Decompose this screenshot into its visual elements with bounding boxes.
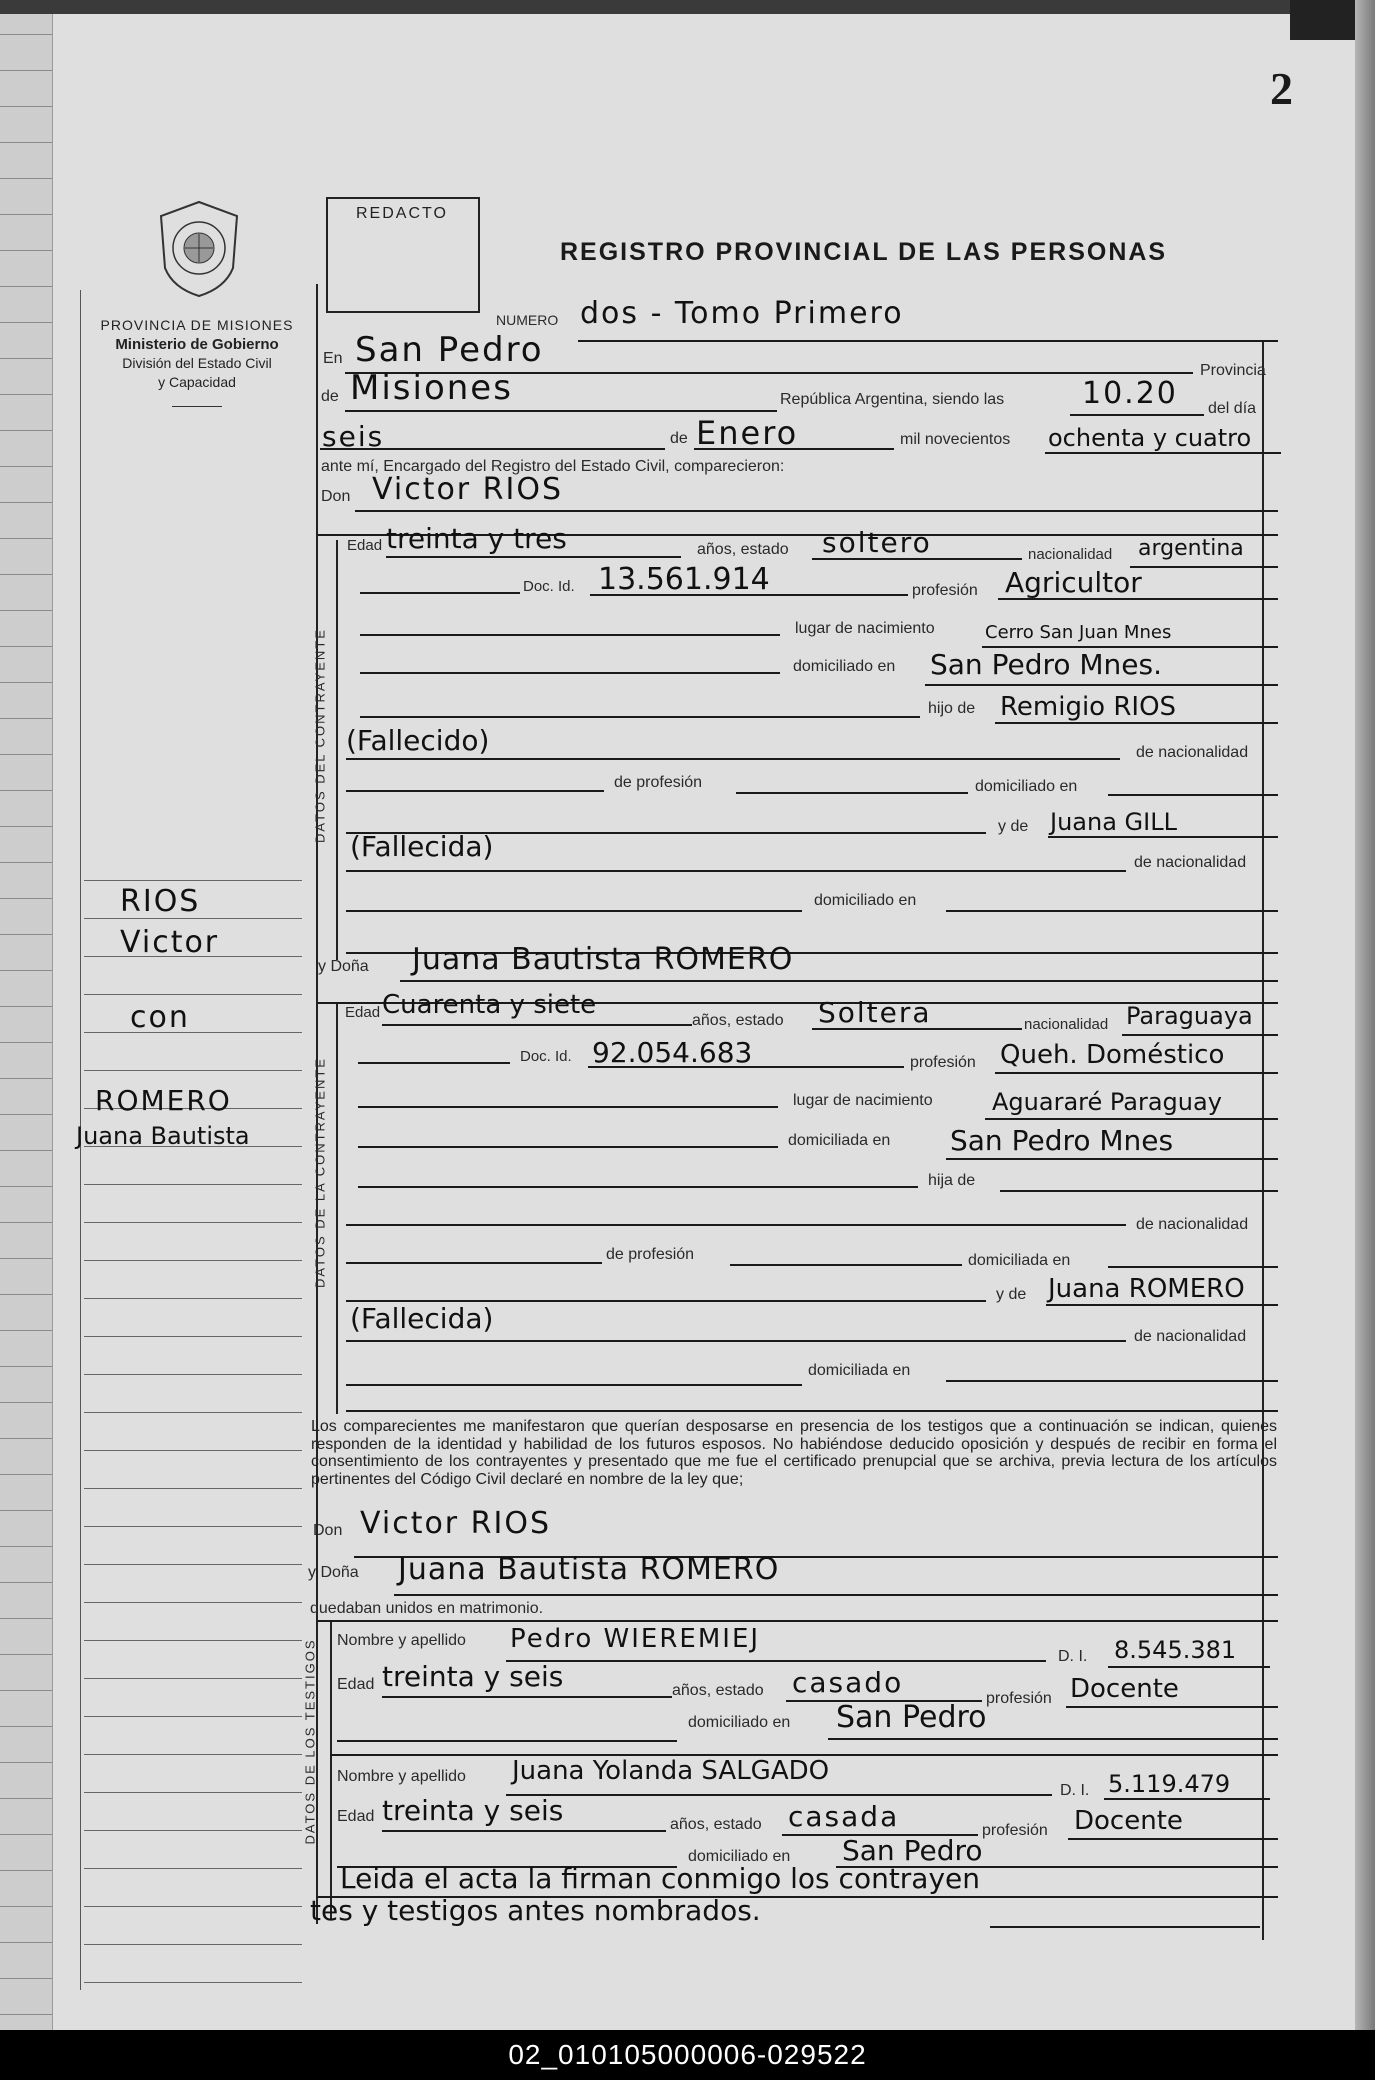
- binding-line: [0, 1330, 52, 1331]
- lugar2-line: [985, 1118, 1278, 1120]
- t2-edad-line: [382, 1830, 666, 1832]
- mes-value: Enero: [696, 414, 799, 452]
- binding-line: [0, 1546, 52, 1547]
- nacionalidad2-line: [1122, 1034, 1278, 1036]
- top-edge-shadow: [0, 0, 1375, 14]
- contrayente-side-label: DATOS DEL CONTRAYENTE: [312, 628, 328, 843]
- closing-line2-rule: [990, 1926, 1260, 1928]
- t1-edad-label: Edad: [337, 1676, 375, 1693]
- profesion2-label: profesión: [910, 1054, 976, 1071]
- t2-di: 5.119.479: [1108, 1770, 1231, 1798]
- edad-label: Edad: [347, 537, 383, 554]
- hija-label: hija de: [928, 1172, 976, 1189]
- domicilio-pre-line: [360, 672, 780, 674]
- contrayenta-side-label: DATOS DE LA CONTRAYENTE: [312, 1057, 328, 1288]
- t2-di-line: [1104, 1798, 1270, 1800]
- binding-line: [0, 1978, 52, 1979]
- binding-line: [0, 862, 52, 863]
- ministry-capacity: y Capacidad: [158, 374, 236, 390]
- contrayente-rule: [336, 540, 338, 960]
- domicilio2-label: domiciliada en: [788, 1132, 891, 1149]
- t1-di-label: D. I.: [1058, 1648, 1088, 1665]
- decl-dona-label: y Doña: [308, 1564, 359, 1581]
- binding-line: [0, 1870, 52, 1871]
- padre-nac-line: [346, 758, 1120, 760]
- binding-line: [0, 1834, 52, 1835]
- binding-line: [0, 394, 52, 395]
- binding-line: [0, 610, 52, 611]
- profesion2-line: [995, 1072, 1278, 1074]
- redacto-label: REDACTO: [356, 205, 448, 222]
- y-de2-label: y de: [996, 1286, 1027, 1303]
- dia-value: seis: [322, 420, 385, 453]
- t2-anos-estado-label: años, estado: [670, 1816, 762, 1833]
- t1-nombre-label: Nombre y apellido: [337, 1632, 466, 1649]
- doc-pre-line: [360, 592, 520, 594]
- t1-dom-pre-line: [337, 1740, 677, 1742]
- doc-line: [590, 594, 908, 596]
- de-line: [345, 410, 777, 412]
- padre-prof-pre-line: [346, 790, 604, 792]
- binding-line: [0, 1474, 52, 1475]
- binding-line: [0, 250, 52, 251]
- binding-line: [0, 1294, 52, 1295]
- padre-dom-line: [1108, 794, 1278, 796]
- estado2-line: [812, 1028, 1022, 1030]
- binding-line: [0, 538, 52, 539]
- contrayenta-domicilio: San Pedro Mnes: [950, 1124, 1174, 1157]
- dona-label: y Doña: [318, 958, 369, 975]
- margin-ruled-line: [84, 1070, 302, 1071]
- domicilio-label: domiciliado en: [793, 658, 896, 675]
- de-label: de: [321, 388, 339, 405]
- contrayenta-rule: [336, 1002, 338, 1414]
- margin-ruled-line: [84, 1982, 302, 1983]
- binding-line: [0, 1222, 52, 1223]
- edad2-line: [382, 1024, 692, 1026]
- registry-title: REGISTRO PROVINCIAL DE LAS PERSONAS: [560, 238, 1168, 266]
- t1-nombre-line: [506, 1660, 1046, 1662]
- binding-line: [0, 34, 52, 35]
- numero-label: NUMERO: [496, 312, 559, 328]
- testigos-top-line: [318, 1620, 1278, 1622]
- contrayente-nacionalidad: argentina: [1138, 536, 1244, 561]
- contrayente-name-line: [355, 510, 1278, 512]
- mil-label: mil novecientos: [900, 431, 1011, 448]
- binding-line: [0, 70, 52, 71]
- edad-line: [386, 556, 681, 558]
- dia-line: [320, 448, 665, 450]
- margin-ruled-line: [84, 1184, 302, 1185]
- binding-line: [0, 214, 52, 215]
- margin-ruled-line: [84, 1450, 302, 1451]
- numero-line: [578, 340, 1278, 342]
- binding-line: [0, 466, 52, 467]
- madre2-domiciliada-label: domiciliada en: [808, 1362, 911, 1379]
- contrayente-lugar: Cerro San Juan Mnes: [985, 622, 1172, 643]
- binding-line: [0, 286, 52, 287]
- t2-nombre-label: Nombre y apellido: [337, 1768, 466, 1785]
- anos-estado-label: años, estado: [697, 541, 789, 558]
- t1-edad-line: [382, 1696, 672, 1698]
- binding-line: [0, 1078, 52, 1079]
- binding-line: [0, 934, 52, 935]
- margin-ruled-line: [84, 1260, 302, 1261]
- hijo-pre-line: [360, 716, 920, 718]
- contrayente-estado: soltero: [822, 526, 932, 559]
- binding-line: [0, 1510, 52, 1511]
- right-page-edge: [1355, 0, 1375, 2030]
- binding-line: [0, 1726, 52, 1727]
- t1-estado: casado: [792, 1666, 904, 1699]
- binding-line: [0, 106, 52, 107]
- binding-line: [0, 970, 52, 971]
- contrayenta-madre: Juana ROMERO: [1048, 1274, 1245, 1304]
- margin-note-con: con: [130, 1000, 190, 1035]
- hijo-label: hijo de: [928, 700, 976, 717]
- binding-line: [0, 2014, 52, 2015]
- nacionalidad2-label: nacionalidad: [1024, 1016, 1109, 1033]
- contrayente-edad: treinta y tres: [386, 522, 567, 555]
- estado-line: [812, 558, 1022, 560]
- t2-nombre: Juana Yolanda SALGADO: [512, 1756, 830, 1786]
- provincia-label: Provincia: [1200, 362, 1266, 379]
- margin-ruled-line: [84, 1488, 302, 1489]
- lugar2-pre-line: [358, 1106, 778, 1108]
- t2-nombre-line: [506, 1794, 1052, 1796]
- binding-line: [0, 1654, 52, 1655]
- t2-edad-label: Edad: [337, 1808, 375, 1825]
- binding-line: [0, 898, 52, 899]
- margin-ruled-line: [84, 994, 302, 995]
- t1-anos-estado-label: años, estado: [672, 1682, 764, 1699]
- binding-line: [0, 682, 52, 683]
- en-value: San Pedro: [355, 330, 544, 370]
- doc2-label: Doc. Id.: [520, 1048, 572, 1065]
- hora-value: 10.20: [1082, 376, 1178, 411]
- hija-line: [1000, 1190, 1278, 1192]
- binding-line: [0, 1114, 52, 1115]
- padre2-domiciliada-label: domiciliada en: [968, 1252, 1071, 1269]
- binding-line: [0, 574, 52, 575]
- margin-ruled-line: [84, 1868, 302, 1869]
- t2-domicilio: San Pedro: [842, 1834, 983, 1867]
- binding-line: [0, 322, 52, 323]
- t1-profesion: Docente: [1070, 1674, 1179, 1704]
- margin-ruled-line: [84, 880, 302, 881]
- de-nacionalidad2-label: de nacionalidad: [1134, 854, 1247, 871]
- binding-line: [0, 358, 52, 359]
- domicilio-line: [925, 684, 1278, 686]
- margin-ruled-line: [84, 1792, 302, 1793]
- de-value: Misiones: [350, 368, 513, 408]
- t1-domicilio-line: [828, 1738, 1278, 1740]
- binding-line: [0, 1258, 52, 1259]
- t1-profesion-line: [1066, 1706, 1278, 1708]
- padre-domiciliado-label: domiciliado en: [975, 778, 1078, 795]
- margin-ruled-line: [84, 1222, 302, 1223]
- right-vertical-rule: [1262, 340, 1264, 1940]
- binding-line: [0, 1690, 52, 1691]
- t2-domicilio-label: domiciliado en: [688, 1848, 791, 1865]
- footer-bar: [0, 2030, 1375, 2080]
- provincial-seal-icon: [155, 198, 243, 298]
- quedaban-text: quedaban unidos en matrimonio.: [310, 1600, 544, 1617]
- contrayenta-edad: Cuarenta y siete: [382, 990, 597, 1020]
- madre-estado: (Fallecida): [350, 830, 494, 863]
- contrayenta-name-line: [400, 980, 1278, 982]
- edad2-label: Edad: [345, 1004, 381, 1021]
- closing-line2: tes y testigos antes nombrados.: [310, 1894, 761, 1927]
- de-profesion2-label: de profesión: [606, 1246, 695, 1263]
- binding-line: [0, 178, 52, 179]
- margin-ruled-line: [84, 1298, 302, 1299]
- contrayenta-lugar: Aguararé Paraguay: [992, 1088, 1222, 1116]
- binding-line: [0, 754, 52, 755]
- don-label: Don: [321, 488, 351, 505]
- anos-estado2-label: años, estado: [692, 1012, 784, 1029]
- binding-line: [0, 1942, 52, 1943]
- ante-text: ante mí, Encargado del Registro del Estado Civil, comparecieron:: [321, 458, 785, 475]
- binding-line: [0, 1366, 52, 1367]
- margin-ruled-line: [84, 1602, 302, 1603]
- de-profesion-label: de profesión: [614, 774, 703, 791]
- republica-label: República Argentina, siendo las: [780, 391, 1005, 408]
- contrayenta-doc: 92.054.683: [592, 1036, 753, 1069]
- margin-ruled-line: [84, 1944, 302, 1945]
- ministry-rule: [172, 406, 222, 407]
- doc-label: Doc. Id.: [523, 578, 575, 595]
- testigos-side-label: DATOS DE LOS TESTIGOS: [302, 1638, 318, 1845]
- binding-line: [0, 790, 52, 791]
- binding-line: [0, 1042, 52, 1043]
- en-label: En: [323, 350, 343, 367]
- padre2-prof-pre-line: [346, 1262, 602, 1264]
- binding-line: [0, 1438, 52, 1439]
- testigos-rule: [330, 1620, 332, 1920]
- t1-edad: treinta y seis: [382, 1660, 564, 1693]
- margin-note-name1: Victor: [120, 925, 220, 960]
- doc2-pre-line: [358, 1062, 510, 1064]
- padre2-prof-line: [730, 1264, 962, 1266]
- contrayenta-name: Juana Bautista ROMERO: [412, 942, 794, 977]
- t1-nombre: Pedro WIEREMIEJ: [510, 1624, 761, 1654]
- binding-line: [0, 1798, 52, 1799]
- hija-pre-line: [358, 1186, 918, 1188]
- margin-ruled-line: [84, 1526, 302, 1527]
- profesion-line: [998, 598, 1278, 600]
- contrayente-madre: Juana GILL: [1050, 808, 1177, 836]
- t1-domicilio-label: domiciliado en: [688, 1714, 791, 1731]
- nacionalidad-line: [1130, 566, 1278, 568]
- contrayenta-bottom-line: [346, 1410, 1278, 1412]
- binding-line: [0, 1402, 52, 1403]
- madre2-dom-line: [946, 1380, 1278, 1382]
- ministry-province: PROVINCIA DE MISIONES: [100, 317, 294, 333]
- ministry-header: [82, 316, 312, 407]
- padre2-nac-line: [346, 1224, 1126, 1226]
- lugar-label: lugar de nacimiento: [795, 620, 935, 637]
- margin-ruled-line: [84, 1830, 302, 1831]
- contrayente-padre: Remigio RIOS: [1000, 692, 1177, 722]
- binding-line: [0, 1906, 52, 1907]
- de-nacionalidad3-label: de nacionalidad: [1136, 1216, 1249, 1233]
- t1-profesion-label: profesión: [986, 1690, 1052, 1707]
- domicilio2-pre-line: [358, 1146, 778, 1148]
- margin-ruled-line: [84, 1906, 302, 1907]
- binding-line: [0, 1186, 52, 1187]
- madre2-estado: (Fallecida): [350, 1302, 494, 1335]
- numero-value: dos - Tomo Primero: [580, 296, 904, 331]
- margin-ruled-line: [84, 1412, 302, 1413]
- del-dia-label: del día: [1208, 400, 1257, 417]
- contrayente-name: Victor RIOS: [372, 472, 564, 507]
- madre-dom-pre-line: [346, 910, 802, 912]
- closing-line1: Leida el acta la firman conmigo los contrayen: [340, 1862, 981, 1895]
- binding-line: [0, 646, 52, 647]
- nacionalidad-label: nacionalidad: [1028, 546, 1113, 563]
- contrayenta-estado: Soltera: [818, 996, 932, 1029]
- de-nacionalidad-label: de nacionalidad: [1136, 744, 1249, 761]
- padre-estado: (Fallecido): [346, 724, 490, 757]
- doc2-line: [588, 1066, 904, 1068]
- binding-line: [0, 502, 52, 503]
- decl-dona-value: Juana Bautista ROMERO: [398, 1552, 780, 1587]
- margin-ruled-line: [84, 1678, 302, 1679]
- t2-profesion-line: [1068, 1838, 1278, 1840]
- t1-di: 8.545.381: [1114, 1636, 1237, 1664]
- contrayenta-profesion: Queh. Doméstico: [1000, 1040, 1225, 1070]
- decl-dona-line: [394, 1594, 1278, 1596]
- lugar2-label: lugar de nacimiento: [793, 1092, 933, 1109]
- hora-line: [1070, 414, 1204, 416]
- madre-nac-line: [346, 870, 1126, 872]
- decl-don-value: Victor RIOS: [360, 1506, 552, 1541]
- binding-strip: [0, 14, 53, 2030]
- t2-estado: casada: [788, 1800, 900, 1833]
- binding-line: [0, 142, 52, 143]
- madre-domiciliado-label: domiciliado en: [814, 892, 917, 909]
- margin-note-surname2: ROMERO: [95, 1084, 232, 1117]
- margin-ruled-line: [84, 1640, 302, 1641]
- madre2-nac-line: [346, 1340, 1126, 1342]
- margin-ruled-line: [84, 1336, 302, 1337]
- binding-line: [0, 826, 52, 827]
- binding-line: [0, 1150, 52, 1151]
- ministry-name: Ministerio de Gobierno: [115, 336, 279, 353]
- margin-ruled-line: [84, 1374, 302, 1375]
- decl-don-label: Don: [313, 1522, 343, 1539]
- page-number: 2: [1270, 63, 1293, 114]
- binding-line: [0, 718, 52, 719]
- redacto-stamp-box: [326, 197, 480, 313]
- binding-line: [0, 1582, 52, 1583]
- anio-line: [1045, 452, 1281, 454]
- margin-ruled-line: [84, 1754, 302, 1755]
- footer-id: 02_010105000006-029522: [508, 2039, 867, 2070]
- padre-prof-line: [736, 792, 968, 794]
- declaration-paragraph: Los comparecientes me manifestaron que querían desposarse en presencia de los testigos que a continuación se indican, quienes responden de la identidad y habilidad de los futuros esposos. No habiéndose deducido oposición y después de recibir en forma el consentimiento de los contrayentes y presentado que me fue el certificado prenupcial que se archiva, previa lectura de los artículos pertinentes del Código Civil declaré en nombre de la ley que;: [311, 1418, 1277, 1488]
- anio-value: ochenta y cuatro: [1048, 424, 1252, 452]
- madre-line: [1048, 836, 1278, 838]
- madre-dom-line: [946, 910, 1278, 912]
- margin-ruled-line: [84, 1716, 302, 1717]
- t2-edad: treinta y seis: [382, 1794, 564, 1827]
- madre2-dom-pre-line: [346, 1384, 802, 1386]
- t2-profesion: Docente: [1074, 1806, 1183, 1836]
- binding-line: [0, 1006, 52, 1007]
- ministry-division: División del Estado Civil: [122, 355, 272, 371]
- lugar-pre-line: [360, 634, 780, 636]
- de-nacionalidad4-label: de nacionalidad: [1134, 1328, 1247, 1345]
- t2-di-label: D. I.: [1060, 1782, 1090, 1799]
- y-de-label: y de: [998, 818, 1029, 835]
- padre2-dom-line: [1108, 1266, 1278, 1268]
- t1-domicilio: San Pedro: [836, 1700, 987, 1735]
- binding-line: [0, 1618, 52, 1619]
- padre-line: [995, 722, 1278, 724]
- t2-profesion-label: profesión: [982, 1822, 1048, 1839]
- domicilio2-line: [946, 1158, 1278, 1160]
- binding-line: [0, 1762, 52, 1763]
- de-mes-label: de: [670, 430, 688, 447]
- contrayente-doc: 13.561.914: [598, 562, 770, 597]
- margin-ruled-line: [84, 1032, 302, 1033]
- margin-note-surname1: RIOS: [120, 884, 201, 919]
- binding-line: [0, 430, 52, 431]
- t1-di-line: [1108, 1666, 1270, 1668]
- margin-note-name2: Juana Bautista: [76, 1122, 250, 1150]
- profesion-label: profesión: [912, 582, 978, 599]
- mes-line: [694, 448, 894, 450]
- margin-ruled-line: [84, 1564, 302, 1565]
- contrayente-profesion: Agricultor: [1005, 566, 1142, 599]
- madre2-line: [1046, 1304, 1278, 1306]
- contrayente-domicilio: San Pedro Mnes.: [930, 648, 1163, 681]
- contrayenta-nacionalidad: Paraguaya: [1126, 1002, 1253, 1030]
